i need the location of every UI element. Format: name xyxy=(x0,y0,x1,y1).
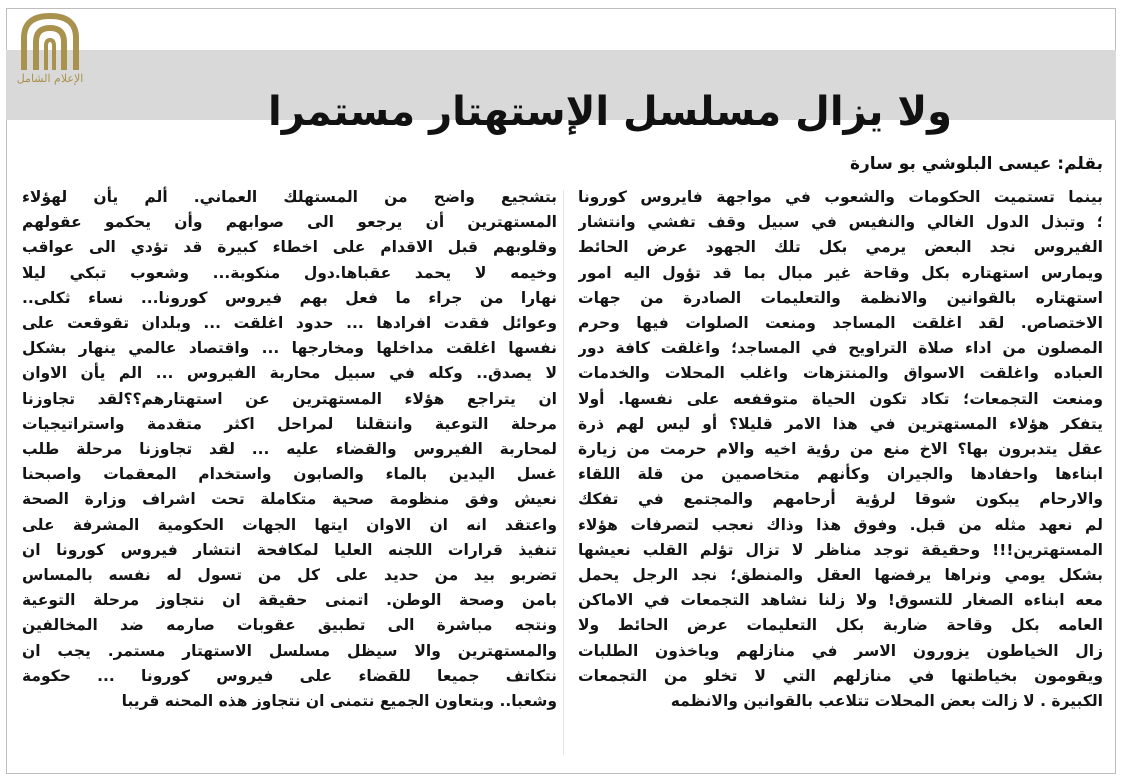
article-line: يتفكر هؤلاء المستهترين في هذا الامر قليلا؟ أو ليس لهم ذرة xyxy=(578,414,1103,433)
article-line: بينما تستميت الحكومات والشعوب في مواجهة فايروس كورونا xyxy=(578,188,1103,206)
article-line: ويقومون بخياطتها في منازلهم التي لا تخلو من التجمعات xyxy=(578,666,1103,685)
article-line: الكبيرة . لا زالت بعض المحلات تتلاعب بالقوانين والانظمه xyxy=(670,692,1103,711)
article-title: ولا يزال مسلسل الإستهتار مستمرا xyxy=(267,88,953,135)
article-line: عقل يتدبرون بها؟ الاخ منع من رؤية اخيه والام حرمت من زيارة xyxy=(578,440,1103,459)
article-line: وعوائل فقدت افرادها ... حدود اغلقت ... وبلدان تقوقعت على xyxy=(22,314,557,333)
article-line: ونتجه مباشرة الى تطبيق عقوبات صارمه ضد المخالفين xyxy=(22,616,557,635)
article-column-left xyxy=(22,185,557,765)
article-line: استهتاره بالقوانين والانظمة والتعليمات الصادرة من جهات xyxy=(578,288,1103,307)
article-line: وشعبا.. وبتعاون الجميع نتمنى ان نتجاوز هذه المحنه قريبا xyxy=(121,692,557,711)
article-line: لمحاربة الفيروس والقضاء عليه ... لقد تجاوزنا مرحلة طلب xyxy=(22,440,557,459)
article-line: ؛ وتبذل الدول الغالي والنفيس في سبيل وقف تفشي وانتشار xyxy=(578,213,1103,232)
article-line: ان يتراجع هؤلاء المستهترين عن استهتارهم؟؟لقد تجاوزنا xyxy=(22,389,557,408)
logo-arch-icon xyxy=(10,10,90,74)
article-line: ومنعت التجمعات؛ تكاد تكون الحياة متوقفعه على نفسها. أولا xyxy=(578,389,1103,408)
article-column-right xyxy=(578,185,1103,765)
article-line: العباده واغلقت الاسواق والمنتزهات واغلب المحلات والخدمات xyxy=(578,364,1103,383)
article-line: لم نعهد مثله من قبل. وفوق هذا وذاك نعجب لتصرفات هؤلاء xyxy=(578,515,1103,534)
article-line: الفيروس نجد البعض يرمي بكل تلك الجهود عرض الحائط xyxy=(578,238,1103,257)
article-line: معه ابناءه الصغار للتسوق! ولا زلنا نشاهد التجمعات في الاماكن xyxy=(578,591,1103,610)
article-line: لا يصدق.. وكله في سبيل محاربة الفيروس ... الم يأن الاوان xyxy=(22,364,557,383)
article-line: نتكاتف جميعا للقضاء على فيروس كورونا ... حكومة xyxy=(22,666,557,685)
article-line: والمستهترين والا سيظل مسلسل الاستهتار مستمر. يجب ان xyxy=(22,641,557,660)
article-line: تضربو بيد من حديد على كل من تسول له نفسه بالمساس xyxy=(22,566,557,585)
article-line: مرحلة التوعية وانتقلنا لمراحل اكثر متقدمة واستراتيجيات xyxy=(22,414,557,433)
article-line: ابناءها واحفادها والجيران وكأنهم متخاصمين من قلة اللقاء xyxy=(578,465,1103,484)
article-line: بتشجيع واضح من المستهلك العماني. ألم يأن لهؤلاء xyxy=(22,188,557,206)
article-line: وخيمه لا يحمد عقباها.دول منكوبة... وشعوب تبكي ليلا xyxy=(22,263,557,282)
article-line: المصلون من اداء صلاة التراويح في المساجد؛ واغلقت كافة دور xyxy=(578,339,1103,358)
article-line: غسل اليدين بالماء والصابون واستخدام المعقمات واصبحنا xyxy=(22,465,557,484)
article-line: وقلوبهم قبل الاقدام على اخطاء كبيرة قد تؤدي الى عواقب xyxy=(22,238,557,257)
column-divider xyxy=(563,190,564,755)
article-line: نعيش وفق منظومة صحية متكاملة تحت اشراف وزارة الصحة xyxy=(22,490,557,509)
article-line: بامن وصحة الوطن. اتمنى حقيقة ان نتجاوز مرحلة التوعية xyxy=(22,591,557,610)
article-line: نفسها اغلقت مداخلها ومخارجها ... واقتصاد عالمي ينهار بشكل xyxy=(22,339,557,358)
article-line: واعتقد انه ان الاوان ايتها الجهات الحكومية المشرفة على xyxy=(22,515,557,534)
article-line: والارحام يبكون شوقا لرؤية أرحامهم والمجتمع في تفكك xyxy=(578,490,1103,509)
article-line: ويمارس استهتاره بكل وقاحة غير مبال بما قد تؤول اليه امور xyxy=(578,263,1103,282)
article-line: العامه بكل وقاحة ضاربة بكل التعليمات عرض الحائط ولا xyxy=(578,616,1103,635)
article-line: المستهترين!!! وحقيقة توجد مناظر لا تزال تؤلم القلب نعيشها xyxy=(578,540,1103,559)
article-line: تنفيذ قرارات اللجنه العليا لمكافحة انتشار فيروس كورونا ان xyxy=(22,540,557,559)
article-line: المستهترين أن يرجعو الى صوابهم وأن يحكمو عقولهم xyxy=(22,213,557,232)
logo xyxy=(10,10,90,92)
article-line: الاختصاص. لقد اغلقت المساجد ومنعت الصلوات فيها وحرم xyxy=(578,314,1103,333)
article-line: زال الخياطون يزورون الاسر في منازلهم وياخذون الطلبات xyxy=(578,641,1103,660)
logo-text: الإعلام الشامل xyxy=(16,72,84,85)
article-line: نهارا من جراء ما فعل بهم فيروس كورونا... نساء ثكلى.. xyxy=(22,288,557,307)
article-line: بشكل يومي ونراها يرفضها العقل والمنطق؛ نجد الرجل يحمل xyxy=(578,566,1103,585)
byline: بقلم: عيسى البلوشي بو سارة xyxy=(849,154,1103,174)
